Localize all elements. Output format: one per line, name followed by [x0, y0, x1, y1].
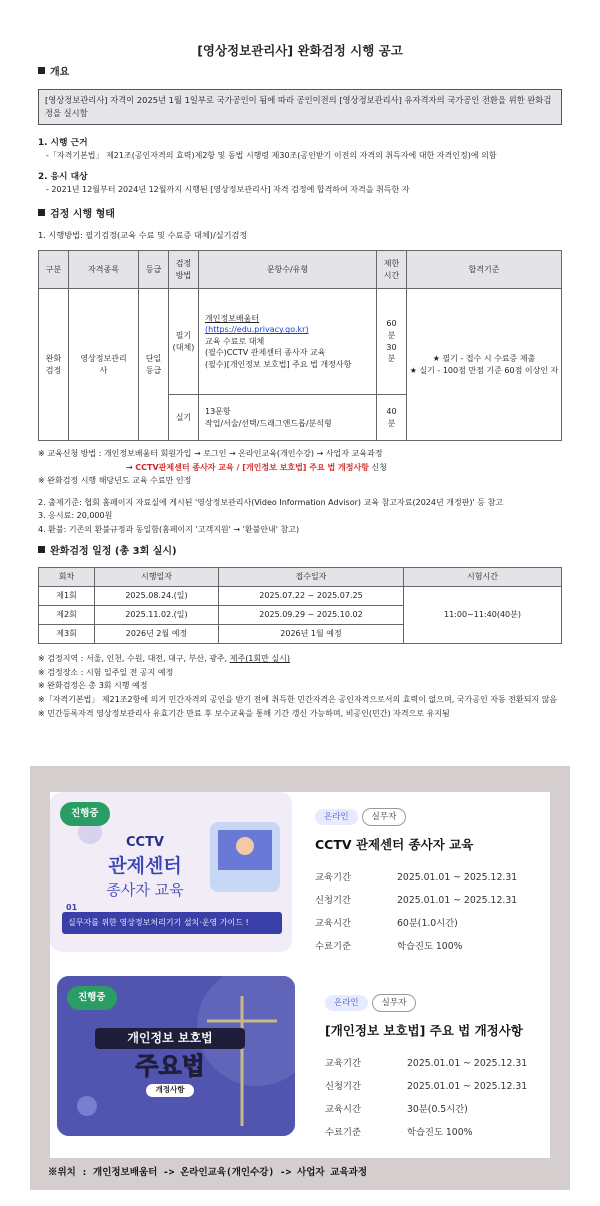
category-cell: 완화 검정 — [39, 289, 69, 441]
thumb-caption: 실무자를 위한 영상정보처리기기 설치·운영 가이드 ! — [68, 918, 249, 927]
status-badge: 진행중 — [67, 986, 117, 1010]
exam-format-heading: 검정 시행 형태 — [38, 208, 562, 223]
exam-method: 1. 시행방법: 필기검정(교육 수료 및 수료증 대체)/실기검정 — [38, 230, 248, 241]
overview-heading: 개요 — [38, 66, 562, 81]
square-bullet-icon — [38, 209, 45, 216]
schedule-heading: 완화검정 일정 (총 3회 실시) — [38, 545, 562, 560]
written-method-cell: 필기 (대체) — [169, 289, 199, 395]
practitioner-badge: 실무자 — [372, 994, 417, 1012]
thumb-line: 개정사항 — [146, 1084, 195, 1097]
table-row — [39, 587, 562, 606]
thumb-title — [95, 1028, 245, 1097]
course-thumbnail-privacy[interactable] — [57, 976, 295, 1136]
thumb-number: 01 — [66, 903, 78, 912]
grade-cell: 단일 등급 — [139, 289, 169, 441]
round-cell: 제2회 — [39, 606, 95, 625]
registration-cell: 2026년 1월 예정 — [219, 625, 404, 644]
table-header: 합격기준 — [407, 251, 562, 289]
info-row: 교육기간 2025.01.01 ~ 2025.12.31 — [325, 1058, 528, 1070]
exam-info-notes — [38, 496, 562, 537]
eligibility-text: - 2021년 12월부터 2024년 12월까지 시행된 [영상정보관리사] 자격 검정에 합격하여 자격을 취득한 자 — [46, 185, 410, 195]
written-desc: 교육 수료로 대체 (필수)CCTV 관제센터 종사자 교육 (필수)[개인정보 보호법] 주요 법 개정사항 — [205, 336, 352, 369]
square-bullet-icon — [38, 67, 45, 74]
table-header: 문항수/유형 — [199, 251, 377, 289]
registration-cell: 2025.07.22 ~ 2025.07.25 — [219, 587, 404, 606]
round-cell: 제3회 — [39, 625, 95, 644]
course-panel — [30, 766, 570, 1190]
info-row: 교육시간 30분(0.5시간) — [325, 1104, 468, 1116]
table-header: 시험시간 — [404, 568, 562, 587]
info-row: 교육시간 60분(1.0시간) — [315, 918, 458, 930]
table-header: 제한 시간 — [377, 251, 407, 289]
application-notes — [38, 447, 562, 488]
registration-cell: 2025.09.29 ~ 2025.10.02 — [219, 606, 404, 625]
item-cell: 영상정보관리 사 — [69, 289, 139, 441]
date-cell: 2026년 2월 예정 — [95, 625, 219, 644]
course-info-privacy — [325, 994, 550, 1144]
practical-time-cell: 40 분 — [377, 395, 407, 441]
status-badge: 진행중 — [60, 802, 110, 826]
exam-time-cell: 11:00~11:40(40분) — [404, 587, 562, 644]
overview-box: [영상정보관리사] 자격이 2025년 1월 1일부로 국가공인이 됨에 따라 공인이전의 [영상정보관리사] 유자격자의 국가공인 전환을 위한 완화검정을 실시함 — [38, 89, 562, 126]
course-info-cctv — [315, 808, 545, 958]
table-header: 등급 — [139, 251, 169, 289]
course-title[interactable]: [개인정보 보호법] 주요 법 개정사항 — [325, 1023, 523, 1039]
schedule-notes — [38, 652, 562, 720]
thumb-line: 종사자 교육 — [106, 881, 184, 900]
basis-text: -「자격기본법」 제21조(공인자격의 효력)제2항 및 동법 시행령 제30조(공인받기 이전의 자격의 취득자에 대한 자격인정)에 의함 — [46, 150, 497, 160]
schedule-table — [38, 567, 562, 644]
note-line: ※ 검정장소 : 시험 일주일 전 공지 예정 — [38, 667, 174, 677]
square-bullet-icon — [38, 546, 45, 553]
required-courses: CCTV관제센터 종사자 교육 / [개인정보 보호법] 주요 법 개정사항 — [135, 462, 369, 472]
course-thumbnail-cctv[interactable] — [50, 792, 292, 952]
thumb-title — [90, 834, 200, 902]
note-line: 3. 응시료: 20,000원 — [38, 511, 113, 521]
table-header: 구분 — [39, 251, 69, 289]
table-header: 접수일자 — [219, 568, 404, 587]
written-desc-cell — [199, 289, 377, 395]
table-header: 시행일자 — [95, 568, 219, 587]
note-line: ※「자격기본법」 제21조2항에 의거 민간자격의 공인을 받기 전에 취득한 민간자격은 공인자격으로서의 효력이 없으며, 국가공인 자동 전환되지 않음 — [38, 694, 558, 704]
round-cell: 제1회 — [39, 587, 95, 606]
note-line: 2. 출제기준: 협회 홈페이지 자료실에 게시된 '영상정보관리사(Video Information Advisor) 교육 참고자료(2024년 개정판)' 등 참고 — [38, 497, 504, 507]
written-site: 개인정보배움터 — [205, 313, 260, 323]
info-row: 수료기준 학습진도 100% — [325, 1127, 473, 1139]
note-line: ※ 민간등록자격 영상정보관리사 유효기간 만료 후 보수교육을 통해 기간 갱신 가능하며, 비공인(민간) 자격으로 유지됨 — [38, 708, 450, 718]
note-line: ※ 교육신청 방법 : 개인정보배움터 회원가입 → 로그인 → 온라인교육(개인수강) → 사업자 교육과정 — [38, 449, 383, 459]
table-header: 검정 방법 — [169, 251, 199, 289]
course-location-note: ※위치 : 개인정보배움터 -> 온라인교육(개인수강) -> 사업자 교육과정 — [48, 1167, 367, 1179]
eligibility-heading: 2. 응시 대상 — [38, 172, 88, 183]
online-badge: 온라인 — [325, 995, 368, 1011]
practical-method-cell: 실기 — [169, 395, 199, 441]
basis-heading: 1. 시행 근거 — [38, 138, 88, 149]
practical-desc-cell: 13문항 작업/서술/선택/드래그앤드롭/분석형 — [199, 395, 377, 441]
edu-link[interactable]: (https://edu.privacy.go.kr) — [205, 325, 309, 335]
note-line: ※ 검정지역 : 서울, 인천, 수원, 대전, 대구, 부산, 광주, 제주(1회만 실시) — [38, 654, 290, 664]
info-row: 신청기간 2025.01.01 ~ 2025.12.31 — [325, 1081, 528, 1093]
thumb-line: 주요법 — [135, 1052, 205, 1081]
table-header: 자격종목 — [69, 251, 139, 289]
table-header: 회차 — [39, 568, 95, 587]
date-cell: 2025.08.24.(일) — [95, 587, 219, 606]
course-list — [50, 792, 550, 1158]
note-line: → CCTV관제센터 종사자 교육 / [개인정보 보호법] 주요 법 개정사항 신청 — [126, 462, 387, 472]
pass-criteria-cell: ★ 필기 - 접수 시 수료증 제출 ★ 실기 - 100점 만점 기준 60점 이상인 자 — [407, 289, 562, 441]
note-line: ※ 완화검정은 총 3회 시행 예정 — [38, 681, 148, 691]
note-line: 4. 환불: 기존의 환불규정과 동일함(홈페이지 '고객지원' → '환불안내' 참고) — [38, 525, 300, 535]
written-time-cell: 60 분 30 분 — [377, 289, 407, 395]
online-badge: 온라인 — [315, 809, 358, 825]
page-title: [영상정보관리사] 완화검정 시행 공고 — [197, 43, 403, 58]
thumb-line: 개인정보 보호법 — [95, 1028, 245, 1049]
practitioner-badge: 실무자 — [362, 808, 407, 826]
info-row: 신청기간 2025.01.01 ~ 2025.12.31 — [315, 895, 518, 907]
exam-format-table — [38, 250, 562, 441]
thumb-line: 관제센터 — [108, 854, 182, 877]
note-line: ※ 완화검정 시행 해당년도 교육 수료만 인정 — [38, 476, 192, 486]
info-row: 교육기간 2025.01.01 ~ 2025.12.31 — [315, 872, 518, 884]
date-cell: 2025.11.02.(일) — [95, 606, 219, 625]
info-row: 수료기준 학습진도 100% — [315, 941, 463, 953]
thumb-line: CCTV — [125, 835, 164, 850]
course-title[interactable]: CCTV 관제센터 종사자 교육 — [315, 837, 474, 853]
